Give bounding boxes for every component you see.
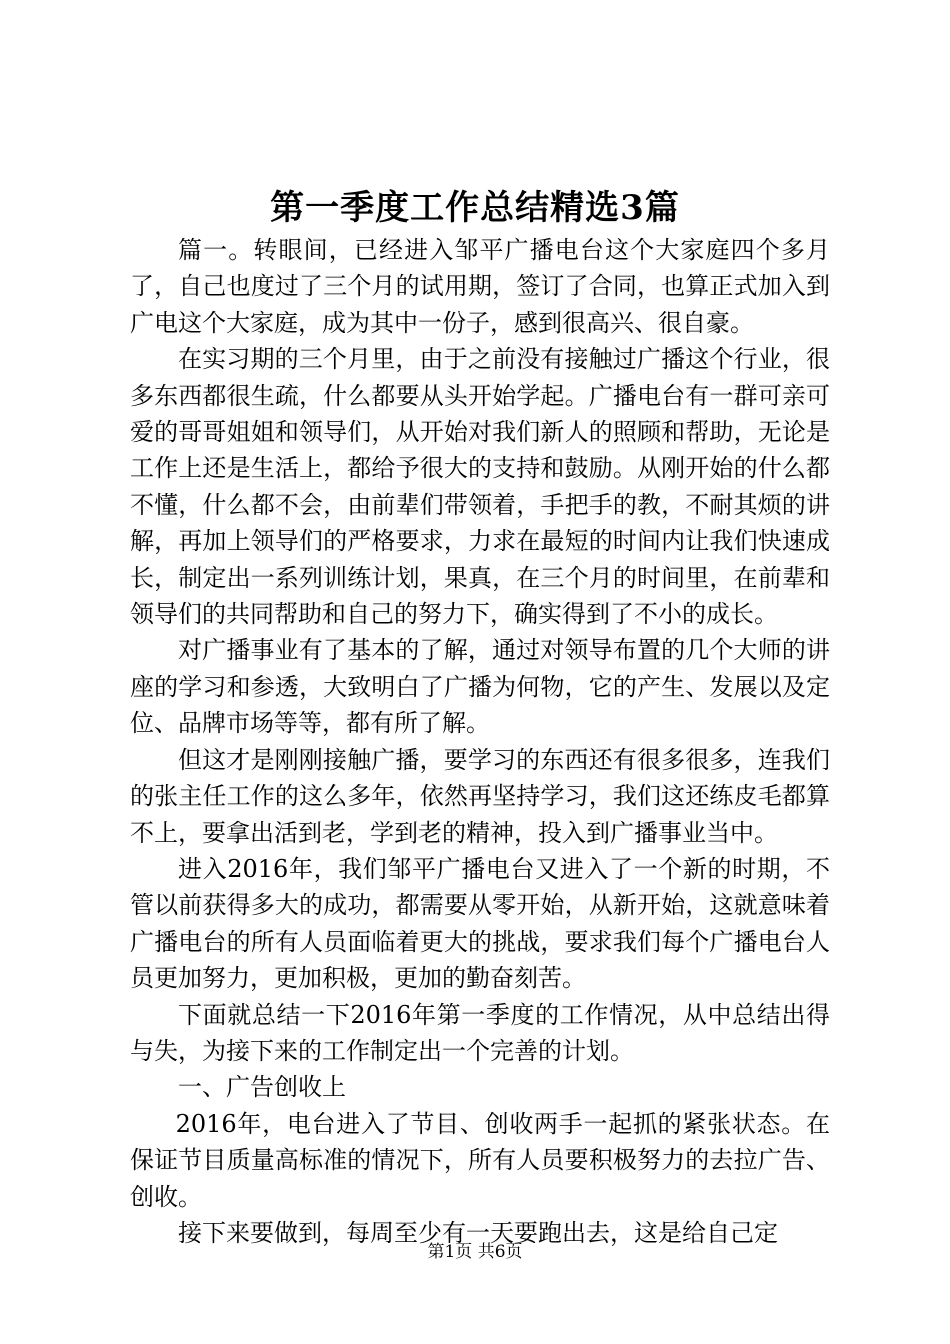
paragraph-5: 进入2016年，我们邹平广播电台又进入了一个新的时期，不管以前获得多大的成功，都需要从零开始，从新开始，这就意味着广播电台的所有人员面临着更大的挑战，要求我们每个广播电台人员更加努力，更加积极，更加的勤奋刻苦。 [130,854,830,993]
paragraph-2: 在实习期的三个月里，由于之前没有接触过广播这个行业，很多东西都很生疏，什么都要从头开始学起。广播电台有一群可亲可爱的哥哥姐姐和领导们，从开始对我们新人的照顾和帮助，无论是工作上还是生活上，都给予很大的支持和鼓励。从刚开始的什么都不懂，什么都不会，由前辈们带领着，手把手的教，不耐其烦的讲解，再加上领导们的严格要求，力求在最短的时间内让我们快速成长，制定出一系列训练计划，果真，在三个月的时间里，在前辈和领导们的共同帮助和自己的努力下，确实得到了不小的成长。 [130,345,830,629]
paragraph-7: 2016年，电台进入了节目、创收两手一起抓的紧张状态。在保证节目质量高标准的情况下，所有人员要积极努力的去拉广告、创收。 [130,1109,830,1211]
paragraph-8: 接下来要做到，每周至少有一天要跑出去，这是给自己定 [178,1218,778,1247]
document-body [130,232,830,1251]
document-title: 第一季度工作总结精选3篇 [270,188,680,228]
section-heading-advertising: 一、广告创收上 [178,1073,346,1102]
paragraph-4: 但这才是刚刚接触广播，要学习的东西还有很多很多，连我们的张主任工作的这么多年，依然再坚持学习，我们这还练皮毛都算不上，要拿出活到老，学到老的精神，投入到广播事业当中。 [130,745,830,847]
paragraph-6: 下面就总结一下2016年第一季度的工作情况，从中总结出得与失，为接下来的工作制定出一个完善的计划。 [130,1000,830,1065]
paragraph-3: 对广播事业有了基本的了解，通过对领导布置的几个大师的讲座的学习和参透，大致明白了广播为何物，它的产生、发展以及定位、品牌市场等等，都有所了解。 [130,636,830,738]
paragraph-1: 篇一。转眼间，已经进入邹平广播电台这个大家庭四个多月了，自己也度过了三个月的试用期，签订了合同，也算正式加入到广电这个大家庭，成为其中一份子，感到很高兴、很自豪。 [130,236,830,337]
page-footer: 第1页 共6页 [427,1242,523,1262]
